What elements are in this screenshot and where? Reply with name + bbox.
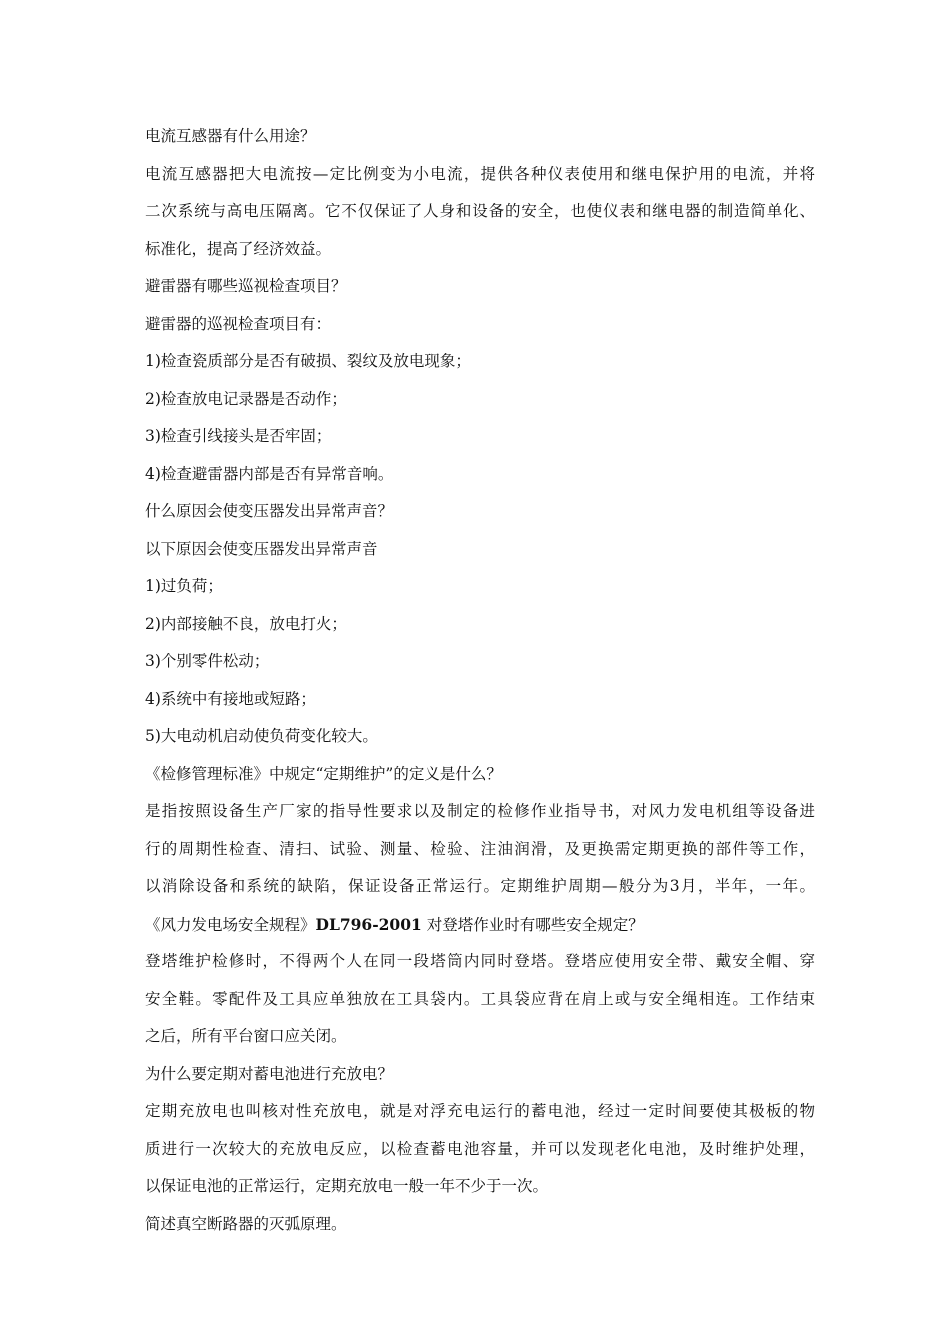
list-item: 5)大电动机启动使负荷变化较大。 (145, 727, 378, 745)
question-transformer-noise: 什么原因会使变压器发出异常声音？ (145, 502, 394, 520)
answer-line: 登塔维护检修时，不得两个人在同一段塔筒内同时登塔。登塔应使用安全带、戴安全帽、穿 (145, 952, 815, 970)
answer-line: 电流互感器把大电流按—定比例变为小电流，提供各种仪表使用和继电保护用的电流，并将 (145, 164, 815, 183)
answer-line: 标准化，提高了经济效益。 (145, 239, 332, 258)
answer-line: 安全鞋。零配件及工具应单独放在工具袋内。工具袋应背在肩上或与安全绳相连。工作结束 (145, 989, 815, 1008)
list-item: 1)检查瓷质部分是否有破损、裂纹及放电现象； (145, 352, 471, 370)
question-tower-safety-title: 《风力发电场安全规程》 (145, 915, 316, 934)
answer-line: 二次系统与高电压隔离。它不仅保证了人身和设备的安全，也使仪表和继电器的制造简单化、 (145, 202, 815, 220)
answer-line: 之后，所有平台窗口应关闭。 (145, 1027, 347, 1045)
answer-line: 以消除设备和系统的缺陷，保证设备正常运行。定期维护周期—般分为3月，半年，一年。 (145, 877, 815, 895)
list-item: 4)系统中有接地或短路； (145, 689, 316, 708)
answer-line: 以保证电池的正常运行，定期充放电一般一年不少于一次。 (145, 1177, 549, 1195)
list-item: 3)个别零件松动； (145, 652, 270, 670)
answer-line: 定期充放电也叫核对性充放电，就是对浮充电运行的蓄电池，经过一定时间要使其极板的物 (145, 1102, 815, 1120)
list-item: 3)检查引线接头是否牢固； (145, 427, 332, 445)
answer-line: 避雷器的巡视检查项目有： (145, 314, 332, 333)
answer-line: 行的周期性检查、清扫、试验、测量、检验、注油润滑，及更换需定期更换的部件等工作， (145, 839, 815, 858)
list-item: 4)检查避雷器内部是否有异常音响。 (145, 464, 394, 483)
standard-code: DL796-2001 (315, 914, 422, 934)
question-periodic-maintenance: 《检修管理标准》中规定“定期维护”的定义是什么？ (145, 764, 502, 783)
question-battery-charging: 为什么要定期对蓄电池进行充放电？ (145, 1064, 394, 1083)
question-tower-safety (145, 906, 815, 944)
answer-line: 是指按照设备生产厂家的指导性要求以及制定的检修作业指导书，对风力发电机组等设备进 (145, 802, 815, 820)
question-vacuum-breaker: 简述真空断路器的灭弧原理。 (145, 1214, 347, 1233)
document-body (145, 118, 815, 1243)
question-arrester-inspection: 避雷器有哪些巡视检查项目？ (145, 277, 347, 295)
list-item: 1)过负荷； (145, 577, 223, 595)
question-tower-safety-rest: 对登塔作业时有哪些安全规定？ (421, 915, 644, 934)
list-item: 2)检查放电记录器是否动作； (145, 389, 347, 408)
answer-line: 以下原因会使变压器发出异常声音 (145, 539, 378, 558)
question-current-transformer: 电流互感器有什么用途？ (145, 127, 316, 145)
answer-line: 质进行一次较大的充放电反应，以检查蓄电池容量，并可以发现老化电池，及时维护处理， (145, 1139, 815, 1158)
list-item: 2)内部接触不良，放电打火； (145, 614, 347, 633)
